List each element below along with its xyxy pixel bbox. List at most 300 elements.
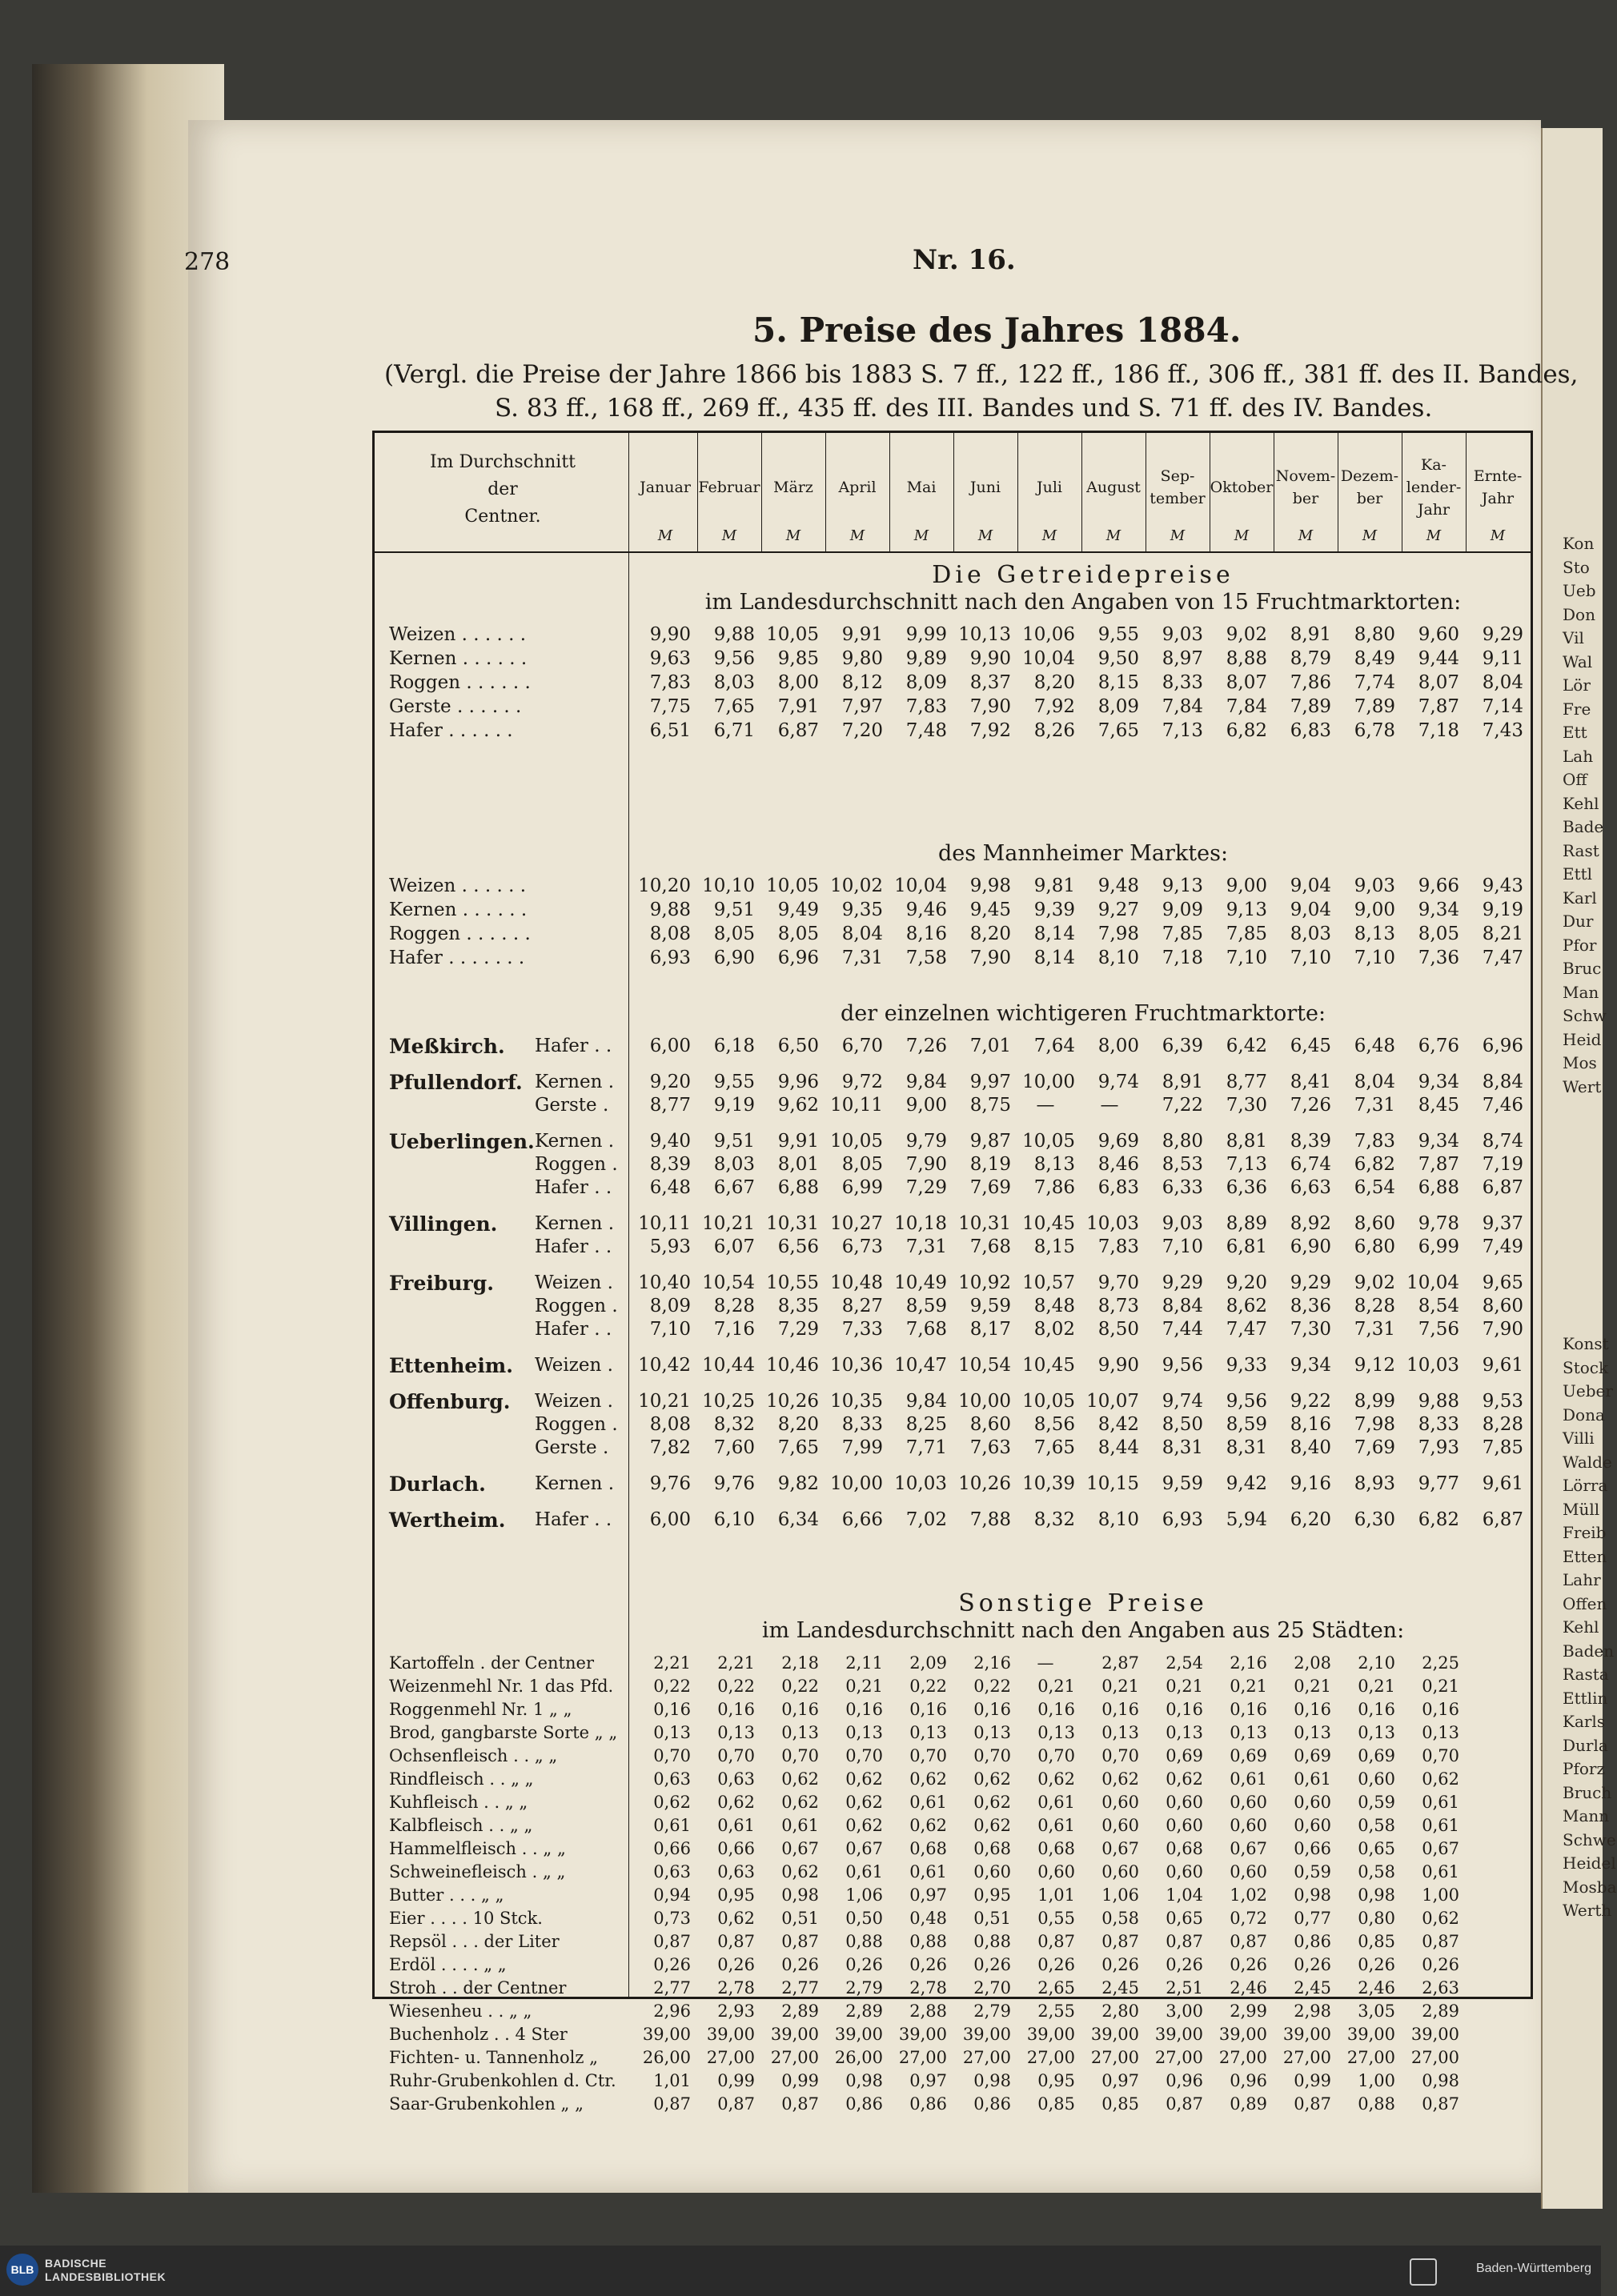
price-cell: 3,00 — [1166, 2001, 1203, 2021]
column-header-line: Jahr — [1417, 500, 1450, 519]
price-cell: 9,88 — [713, 624, 755, 645]
market-town: Ettenheim. — [389, 1354, 513, 1377]
price-cell: 7,47 — [1226, 1319, 1267, 1340]
price-cell: 0,62 — [845, 1769, 883, 1789]
price-cell: 0,58 — [1358, 1816, 1395, 1835]
price-cell: 10,26 — [958, 1473, 1011, 1494]
price-cell: 2,89 — [781, 2001, 819, 2021]
price-cell: 0,80 — [1358, 1909, 1395, 1928]
price-cell: 10,57 — [1022, 1272, 1075, 1293]
table-row — [375, 1698, 1535, 1721]
grain-type: Hafer . . — [535, 1509, 612, 1530]
price-cell: 2,89 — [1422, 2001, 1459, 2021]
facing-page-text: Baden — [1563, 1641, 1615, 1661]
price-cell: 7,10 — [1354, 948, 1395, 968]
price-cell: 2,51 — [1166, 1978, 1203, 1997]
price-cell: 8,91 — [1162, 1072, 1203, 1092]
price-cell: 0,21 — [845, 1677, 883, 1696]
price-cell: 6,48 — [649, 1177, 691, 1198]
price-cell: 10,55 — [766, 1272, 819, 1293]
price-cell: 9,74 — [1097, 1072, 1139, 1092]
price-cell: 7,93 — [1418, 1437, 1459, 1458]
price-cell: — — [1037, 1653, 1054, 1673]
price-cell: 9,16 — [1290, 1473, 1331, 1494]
price-cell: 0,65 — [1358, 1839, 1395, 1858]
price-cell: 0,70 — [845, 1746, 883, 1765]
price-cell: 9,40 — [649, 1131, 691, 1152]
price-cell: 0,95 — [1037, 2071, 1075, 2090]
price-cell: 9,66 — [1418, 876, 1459, 896]
price-cell: 0,94 — [653, 1885, 691, 1905]
column-header — [1274, 453, 1338, 521]
price-cell: 10,13 — [958, 624, 1011, 645]
price-cell: 0,26 — [1166, 1955, 1203, 1974]
row-label: Weizen . . . . . . — [389, 624, 527, 645]
state-name: Baden-Württemberg — [1475, 2262, 1591, 2275]
price-cell: 6,99 — [841, 1177, 883, 1198]
price-cell: 0,70 — [653, 1746, 691, 1765]
price-cell: 0,98 — [1294, 1885, 1331, 1905]
column-header-line: August — [1086, 478, 1141, 496]
facing-page-text: Kon — [1563, 534, 1595, 553]
price-cell: 0,95 — [717, 1885, 755, 1905]
header-rule — [375, 551, 1531, 553]
price-cell: 9,49 — [777, 900, 819, 920]
price-cell: 0,13 — [845, 1723, 883, 1742]
column-header-line: lender- — [1406, 478, 1462, 496]
facing-page-text: Konst — [1563, 1334, 1609, 1353]
price-cell: 8,75 — [969, 1095, 1011, 1116]
price-cell: 0,96 — [1166, 2071, 1203, 2090]
column-unit: M — [1041, 527, 1057, 544]
price-cell: 9,51 — [713, 900, 755, 920]
price-cell: 6,74 — [1290, 1154, 1331, 1175]
price-cell: 8,97 — [1162, 648, 1203, 669]
row-label: Saar-Grubenkohlen „ „ — [389, 2094, 584, 2114]
price-cell: 9,97 — [969, 1072, 1011, 1092]
price-cell: 0,87 — [653, 2094, 691, 2114]
grain-type: Weizen . — [535, 1355, 613, 1376]
price-cell: 0,16 — [1358, 1700, 1395, 1719]
column-unit: M — [1362, 527, 1378, 544]
price-cell: 27,00 — [1346, 2048, 1395, 2067]
price-cell: 0,87 — [1037, 1932, 1075, 1951]
price-cell: 8,13 — [1354, 924, 1395, 944]
price-cell: 6,54 — [1354, 1177, 1395, 1198]
price-cell: 9,02 — [1226, 624, 1267, 645]
price-cell: 8,09 — [905, 672, 947, 693]
reference-line: S. 83 ff., 168 ff., 269 ff., 435 ff. des III. Bandes und S. 71 ff. des IV. Bandes. — [495, 394, 1433, 423]
price-cell: 2,55 — [1037, 2001, 1075, 2021]
price-cell: 0,61 — [909, 1862, 947, 1881]
price-cell: 9,65 — [1482, 1272, 1523, 1293]
column-header — [1402, 453, 1466, 521]
price-cell: 0,60 — [1166, 1816, 1203, 1835]
grain-type: Weizen . — [535, 1391, 613, 1412]
price-cell: 7,18 — [1162, 948, 1203, 968]
price-cell: 9,20 — [649, 1072, 691, 1092]
price-cell: 0,62 — [1101, 1769, 1139, 1789]
price-cell: 9,34 — [1290, 1355, 1331, 1376]
price-cell: 9,39 — [1033, 900, 1075, 920]
price-cell: 7,36 — [1418, 948, 1459, 968]
facing-page-text: Etten — [1563, 1546, 1607, 1566]
price-cell: 8,93 — [1354, 1473, 1395, 1494]
price-cell: 0,98 — [845, 2071, 883, 2090]
grain-type: Gerste . — [535, 1437, 609, 1458]
price-cell: 9,56 — [1162, 1355, 1203, 1376]
state-logo-icon — [1410, 2258, 1437, 2286]
price-cell: 1,06 — [845, 1885, 883, 1905]
price-cell: 6,71 — [713, 720, 755, 741]
price-cell: 0,61 — [845, 1862, 883, 1881]
price-cell: 8,15 — [1033, 1236, 1075, 1257]
row-label: Repsöl . . . der Liter — [389, 1932, 560, 1951]
price-cell: 8,15 — [1097, 672, 1139, 693]
facing-page-text: Don — [1563, 604, 1595, 624]
price-cell: 9,03 — [1162, 624, 1203, 645]
facing-page-text: Mann — [1563, 1806, 1610, 1825]
price-cell: 6,96 — [777, 948, 819, 968]
price-cell: 8,60 — [1482, 1296, 1523, 1316]
price-cell: 0,62 — [1422, 1769, 1459, 1789]
price-cell: 0,16 — [1230, 1700, 1267, 1719]
grain-type: Kernen . — [535, 1131, 615, 1152]
price-cell: 1,01 — [653, 2071, 691, 2090]
price-cell: 1,00 — [1358, 2071, 1395, 2090]
facing-page-text: Dur — [1563, 912, 1594, 931]
price-cell: 7,88 — [969, 1509, 1011, 1530]
price-cell: 8,25 — [905, 1414, 947, 1435]
price-cell: 9,63 — [649, 648, 691, 669]
price-cell: 0,88 — [973, 1932, 1011, 1951]
price-cell: 27,00 — [1026, 2048, 1075, 2067]
price-table — [372, 431, 1533, 2114]
price-cell: 27,00 — [962, 2048, 1011, 2067]
price-cell: 8,31 — [1226, 1437, 1267, 1458]
facing-page-text: Dona — [1563, 1404, 1605, 1424]
price-cell: 0,70 — [1422, 1746, 1459, 1765]
section-subheading: im Landesdurchschnitt nach den Angaben von 15 Fruchtmarktorten: — [704, 590, 1462, 615]
table-row — [375, 2023, 1535, 2046]
price-cell: 8,45 — [1418, 1095, 1459, 1116]
facing-page-text: Sto — [1563, 557, 1590, 577]
grain-type: Weizen . — [535, 1272, 613, 1293]
price-cell: 2,79 — [845, 1978, 883, 1997]
facing-page-text: Kehl — [1563, 1617, 1599, 1637]
price-cell: 8,60 — [1354, 1213, 1395, 1234]
price-cell: 0,67 — [1101, 1839, 1139, 1858]
table-row — [375, 1295, 1535, 1318]
price-cell: 7,83 — [1097, 1236, 1139, 1257]
table-row — [375, 923, 1535, 946]
price-cell: 9,22 — [1290, 1391, 1331, 1412]
table-row — [375, 623, 1535, 647]
price-cell: 0,21 — [1294, 1677, 1331, 1696]
price-cell: 39,00 — [770, 2025, 819, 2044]
price-cell: 0,58 — [1101, 1909, 1139, 1928]
price-cell: 10,54 — [702, 1272, 755, 1293]
price-cell: 7,48 — [905, 720, 947, 741]
price-cell: 9,98 — [969, 876, 1011, 896]
row-label: Kernen . . . . . . — [389, 648, 528, 669]
price-cell: 8,21 — [1482, 924, 1523, 944]
price-cell: 0,69 — [1358, 1746, 1395, 1765]
price-cell: 7,29 — [777, 1319, 819, 1340]
facing-page-text: Offen — [1563, 1593, 1607, 1613]
price-cell: 9,60 — [1418, 624, 1459, 645]
price-cell: 0,87 — [1294, 2094, 1331, 2114]
price-cell: 10,25 — [702, 1391, 755, 1412]
price-cell: 8,20 — [777, 1414, 819, 1435]
price-cell: 0,68 — [973, 1839, 1011, 1858]
column-header-line: April — [838, 478, 877, 496]
row-label: Erdöl . . . . „ „ — [389, 1955, 507, 1974]
price-cell: 0,62 — [1422, 1909, 1459, 1928]
price-cell: 7,69 — [969, 1177, 1011, 1198]
price-cell: 6,34 — [777, 1509, 819, 1530]
table-row — [375, 1390, 1535, 1413]
section-subheading: im Landesdurchschnitt nach den Angaben aus 25 Städten: — [761, 1618, 1405, 1643]
price-cell: 2,70 — [973, 1978, 1011, 1997]
facing-page-text: Bruc — [1563, 959, 1602, 978]
price-cell: 0,70 — [717, 1746, 755, 1765]
price-cell: 9,37 — [1482, 1213, 1523, 1234]
price-cell: 7,82 — [649, 1437, 691, 1458]
price-cell: 2,89 — [845, 2001, 883, 2021]
price-cell: 7,30 — [1290, 1319, 1331, 1340]
price-cell: 6,10 — [713, 1509, 755, 1530]
price-cell: 10,10 — [702, 876, 755, 896]
column-header-line: Oktober — [1210, 478, 1274, 496]
price-cell: 8,10 — [1097, 1509, 1139, 1530]
price-cell: 2,11 — [845, 1653, 883, 1673]
price-cell: 9,45 — [969, 900, 1011, 920]
library-name-line: LANDESBIBLIOTHEK — [45, 2270, 167, 2283]
price-cell: 7,85 — [1162, 924, 1203, 944]
library-name-line: BADISCHE — [45, 2257, 107, 2270]
price-cell: 9,11 — [1482, 648, 1523, 669]
price-cell: 10,18 — [894, 1213, 947, 1234]
section-title: 5. Preise des Jahres 1884. — [752, 311, 1242, 350]
price-cell: 6,50 — [777, 1036, 819, 1056]
market-town: Offenburg. — [389, 1390, 511, 1413]
price-cell: 9,20 — [1226, 1272, 1267, 1293]
price-cell: 10,03 — [1406, 1355, 1459, 1376]
price-cell: 7,65 — [1097, 720, 1139, 741]
price-cell: 0,99 — [717, 2071, 755, 2090]
price-cell: 8,59 — [1226, 1414, 1267, 1435]
facing-page-text: Villi — [1563, 1428, 1595, 1448]
price-cell: 8,77 — [1226, 1072, 1267, 1092]
price-cell: 8,88 — [1226, 648, 1267, 669]
library-logo: BLB — [6, 2254, 38, 2286]
price-cell: 0,87 — [1230, 1932, 1267, 1951]
price-cell: 2,65 — [1037, 1978, 1075, 1997]
price-cell: 7,75 — [649, 696, 691, 717]
price-cell: 0,60 — [1230, 1816, 1267, 1835]
price-cell: 39,00 — [1218, 2025, 1267, 2044]
price-cell: 0,60 — [1230, 1793, 1267, 1812]
price-cell: 9,00 — [905, 1095, 947, 1116]
row-label: Rindfleisch . . „ „ — [389, 1769, 534, 1789]
market-town: Ueberlingen. — [389, 1130, 535, 1153]
price-cell: 0,87 — [1166, 2094, 1203, 2114]
row-label: Roggenmehl Nr. 1 „ „ — [389, 1700, 572, 1719]
price-cell: 8,91 — [1290, 624, 1331, 645]
facing-page-text: Ettl — [1563, 864, 1593, 884]
price-cell: 0,85 — [1037, 2094, 1075, 2114]
price-cell: 9,77 — [1418, 1473, 1459, 1494]
price-cell: 7,90 — [969, 696, 1011, 717]
price-cell: 9,79 — [905, 1131, 947, 1152]
section-heading: Sonstige Preise — [958, 1589, 1208, 1617]
price-cell: 6,51 — [649, 720, 691, 741]
price-cell: 0,70 — [1101, 1746, 1139, 1765]
price-cell: 7,26 — [1290, 1095, 1331, 1116]
price-cell: 6,81 — [1226, 1236, 1267, 1257]
price-cell: 0,72 — [1230, 1909, 1267, 1928]
price-cell: 39,00 — [1346, 2025, 1395, 2044]
price-cell: 8,04 — [1482, 672, 1523, 693]
price-cell: 0,59 — [1358, 1793, 1395, 1812]
column-header-line: Sep- — [1160, 467, 1195, 485]
price-cell: 0,86 — [845, 2094, 883, 2114]
price-cell: 27,00 — [1154, 2048, 1203, 2067]
price-cell: 10,06 — [1022, 624, 1075, 645]
stub-divider — [628, 433, 629, 1997]
price-cell: 7,10 — [1162, 1236, 1203, 1257]
price-cell: 0,67 — [1230, 1839, 1267, 1858]
row-label: Stroh . . der Centner — [389, 1978, 567, 1997]
price-cell: 27,00 — [1090, 2048, 1139, 2067]
table-row — [375, 875, 1535, 898]
stub-header-line: Centner. — [464, 507, 541, 527]
facing-page-text: Heid — [1563, 1029, 1602, 1049]
price-cell: 2,16 — [1230, 1653, 1267, 1673]
price-cell: 6,07 — [713, 1236, 755, 1257]
price-cell: 5,93 — [649, 1236, 691, 1257]
price-cell: 7,10 — [1290, 948, 1331, 968]
price-cell: 0,60 — [1101, 1793, 1139, 1812]
price-cell: 6,93 — [649, 948, 691, 968]
facing-page-text: Bade — [1563, 817, 1604, 836]
price-cell: 8,08 — [649, 1414, 691, 1435]
price-cell: 8,80 — [1162, 1131, 1203, 1152]
price-cell: 27,00 — [1410, 2048, 1459, 2067]
price-cell: 9,00 — [1354, 900, 1395, 920]
price-cell: 6,83 — [1290, 720, 1331, 741]
price-cell: 7,22 — [1162, 1095, 1203, 1116]
price-cell: 9,62 — [777, 1095, 819, 1116]
price-cell: 8,14 — [1033, 948, 1075, 968]
price-cell: 0,87 — [781, 1932, 819, 1951]
price-cell: 8,32 — [713, 1414, 755, 1435]
price-cell: 6,87 — [777, 720, 819, 741]
price-cell: 9,04 — [1290, 876, 1331, 896]
row-label: Kalbfleisch . . „ „ — [389, 1816, 533, 1835]
column-header — [1210, 453, 1274, 521]
row-label: Ochsenfleisch . . „ „ — [389, 1746, 558, 1765]
price-cell: 9,00 — [1226, 876, 1267, 896]
price-cell: 7,29 — [905, 1177, 947, 1198]
table-row — [375, 647, 1535, 671]
price-cell: 1,01 — [1037, 1885, 1075, 1905]
facing-page-text: Müll — [1563, 1499, 1600, 1519]
price-cell: 7,68 — [969, 1236, 1011, 1257]
price-cell: 0,16 — [973, 1700, 1011, 1719]
row-label: Fichten- u. Tannenholz „ — [389, 2048, 599, 2067]
price-cell: 0,87 — [1422, 2094, 1459, 2114]
price-cell: 0,62 — [1037, 1769, 1075, 1789]
price-cell: 0,13 — [909, 1723, 947, 1742]
price-cell: 0,62 — [1166, 1769, 1203, 1789]
price-cell: 6,88 — [1418, 1177, 1459, 1198]
column-header-line: tember — [1150, 489, 1206, 507]
price-cell: 10,46 — [766, 1355, 819, 1376]
price-cell: 27,00 — [706, 2048, 755, 2067]
facing-page-text: Bruch — [1563, 1782, 1612, 1802]
price-cell: 7,86 — [1290, 672, 1331, 693]
price-cell: 7,30 — [1226, 1095, 1267, 1116]
price-cell: 0,26 — [1230, 1955, 1267, 1974]
price-cell: 0,26 — [973, 1955, 1011, 1974]
price-cell: 8,31 — [1162, 1437, 1203, 1458]
row-label: Hafer . . . . . . — [389, 720, 513, 741]
price-cell: 2,87 — [1101, 1653, 1139, 1673]
issue-number: Nr. 16. — [913, 244, 1016, 276]
table-row — [375, 1236, 1535, 1259]
facing-page-text: Pforz — [1563, 1759, 1605, 1778]
table-row — [375, 1837, 1535, 1861]
row-label: Hafer . . . . . . . — [389, 948, 525, 968]
price-cell: 9,55 — [1097, 624, 1139, 645]
price-cell: 9,55 — [713, 1072, 755, 1092]
price-cell: 0,62 — [973, 1769, 1011, 1789]
table-row — [375, 1071, 1535, 1094]
facing-page-text: Lah — [1563, 746, 1594, 766]
facing-page-fragment — [1541, 128, 1617, 2209]
price-cell: 8,05 — [777, 924, 819, 944]
price-cell: 0,60 — [1037, 1862, 1075, 1881]
table-row — [375, 1318, 1535, 1341]
price-cell: 0,63 — [717, 1862, 755, 1881]
price-cell: 0,89 — [1230, 2094, 1267, 2114]
row-label: Buchenholz . . 4 Ster — [389, 2025, 568, 2044]
price-cell: 9,04 — [1290, 900, 1331, 920]
column-header-line: März — [773, 478, 813, 496]
price-cell: 7,90 — [905, 1154, 947, 1175]
price-cell: 8,39 — [1290, 1131, 1331, 1152]
price-cell: 8,73 — [1097, 1296, 1139, 1316]
price-cell: 0,55 — [1037, 1909, 1075, 1928]
price-cell: 2,99 — [1230, 2001, 1267, 2021]
price-cell: 6,87 — [1482, 1509, 1523, 1530]
price-cell: 6,88 — [777, 1177, 819, 1198]
table-row — [375, 1153, 1535, 1176]
price-cell: 10,05 — [766, 624, 819, 645]
price-cell: 0,13 — [717, 1723, 755, 1742]
table-row — [375, 1212, 1535, 1236]
price-cell: 0,26 — [781, 1955, 819, 1974]
price-cell: 7,43 — [1482, 720, 1523, 741]
row-label: Schweinefleisch . „ „ — [389, 1862, 566, 1881]
price-cell: 7,64 — [1033, 1036, 1075, 1056]
price-cell: 0,22 — [717, 1677, 755, 1696]
price-cell: 8,09 — [1097, 696, 1139, 717]
price-cell: 7,92 — [969, 720, 1011, 741]
table-row — [375, 1884, 1535, 1907]
